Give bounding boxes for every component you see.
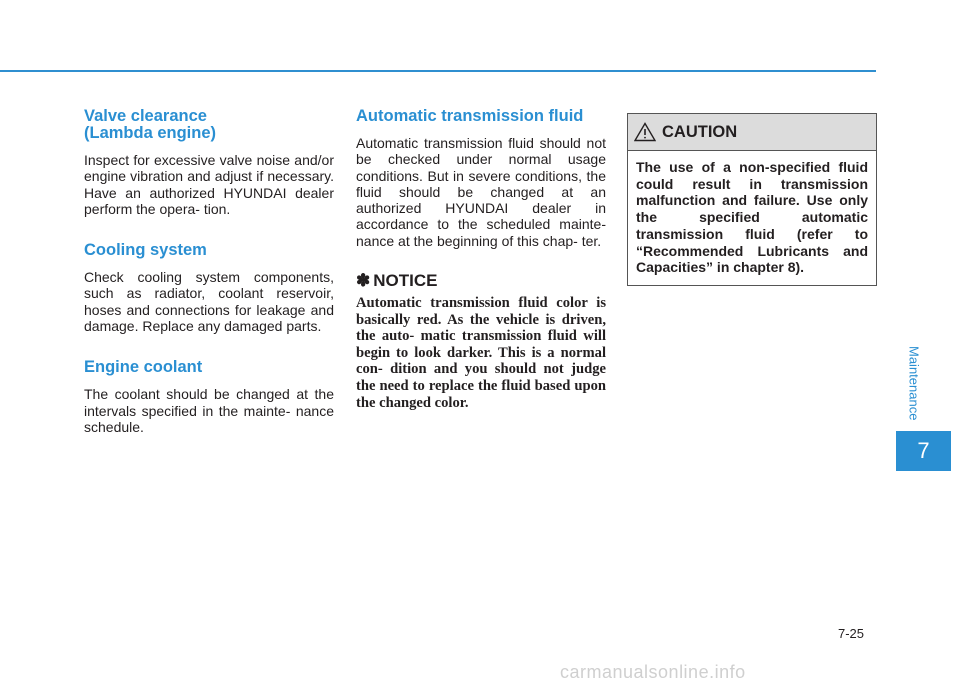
notice-heading <box>356 271 606 291</box>
atf-heading: Automatic transmission fluid <box>356 107 584 125</box>
atf-text: Automatic transmission fluid should not be checked under normal usage conditions. But in severe conditions, the fluid should be changed at an authorized HYUNDAI dealer in accordance to the scheduled mainte- nance at the beginning of this chap- ter. <box>356 135 606 249</box>
valve-clearance-text: Inspect for excessive valve noise and/or engine vibration and adjust if necessary. Have an authorized HYUNDAI dealer perform the opera- tion. <box>84 152 334 217</box>
cooling-system-text: Check cooling system components, such as radiator, coolant reservoir, hoses and connections for leakage and damage. Replace any damaged parts. <box>84 269 334 335</box>
engine-coolant-text: The coolant should be changed at the intervals specified in the mainte- nance schedule. <box>84 386 334 435</box>
chapter-number-tab: 7 <box>896 431 951 471</box>
caution-box <box>627 113 877 286</box>
left-column <box>84 108 334 435</box>
header-rule <box>0 70 876 72</box>
valve-heading-line2: (Lambda engine) <box>84 124 217 142</box>
warning-triangle-icon <box>634 122 656 142</box>
caution-title: CAUTION <box>662 122 738 141</box>
watermark: carmanualsonline.info <box>560 662 746 682</box>
caution-header <box>628 114 876 151</box>
notice-title: NOTICE <box>373 271 438 291</box>
notice-text: Automatic transmission fluid color is basically red. As the vehicle is driven, the auto- matic transmission fluid will begin to look darker. This is a normal con- dition and you should not judge the need to replace the fluid based upon the changed color. <box>356 295 606 411</box>
middle-column <box>356 108 606 411</box>
notice-star-icon: ✽ <box>356 271 371 291</box>
valve-clearance-heading <box>84 108 334 142</box>
valve-heading-line1: Valve clearance <box>84 107 207 125</box>
engine-coolant-heading: Engine coolant <box>84 358 203 377</box>
page-number: 7-25 <box>838 626 865 641</box>
cooling-system-heading: Cooling system <box>84 241 207 260</box>
right-column <box>627 113 877 286</box>
chapter-section-label: Maintenance <box>906 345 922 421</box>
caution-text: The use of a non-specified fluid could result in transmission malfunction and failure. Use only the specified automatic transmission fluid (refer to “Recommended Lubricants and Capacities” in chapter 8). <box>636 159 868 276</box>
